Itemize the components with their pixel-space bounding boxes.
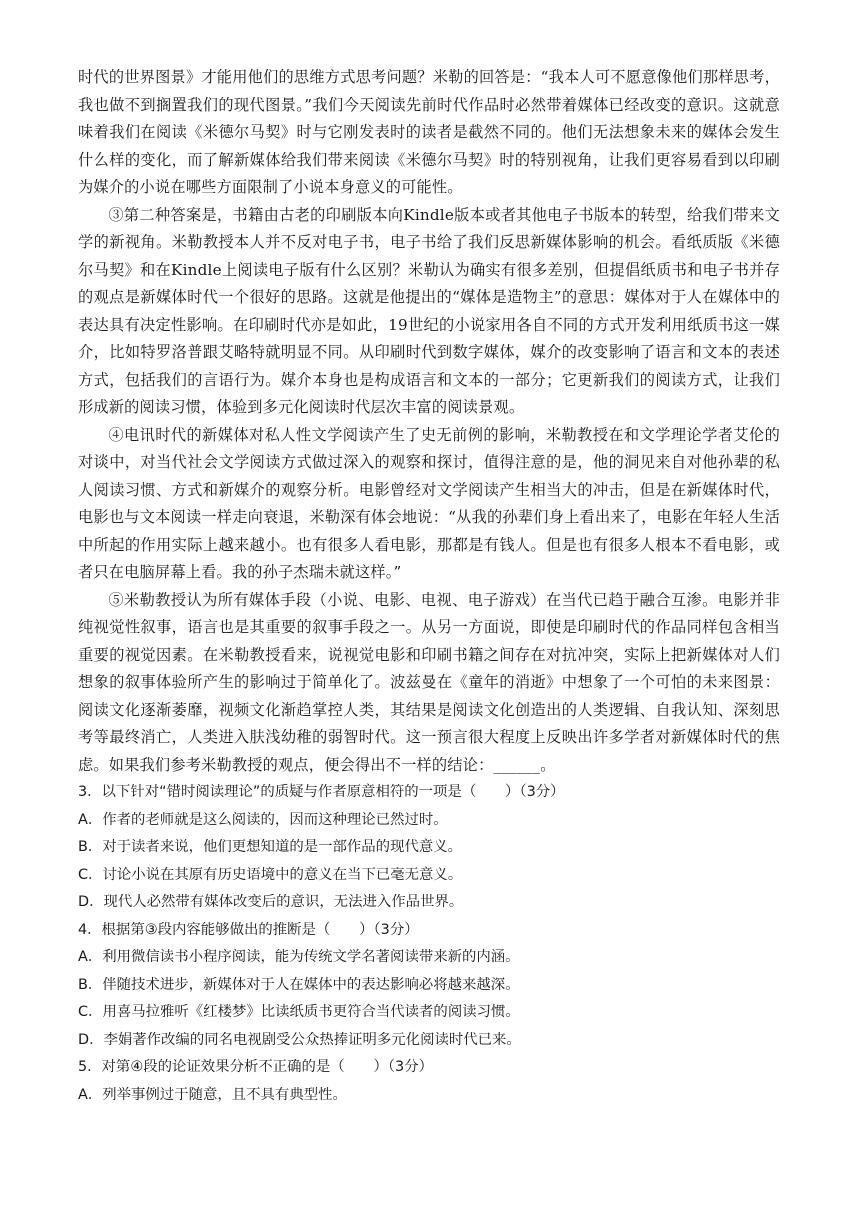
paragraph-5: ⑤米勒教授认为所有媒体手段（小说、电影、电视、电子游戏）在当代已趋于融合互渗。电影并非纯视觉性叙事，语言也是其重要的叙事手段之一。从另一方面说，即使是印刷时代的作品同样包含相当重要的视觉因素。在米勒教授看来，说视觉电影和印刷书籍之间存在对抗冲突，实际上把新媒体对人们想象的叙事体验所产生的影响过于简单化了。波兹曼在《童年的消逝》中想象了一个可怕的未来图景：阅读文化逐渐萎靡，视频文化渐趋掌控人类，其结果是阅读文化创造出的人类逻辑、自我认知、深刻思考等最终消亡，人类进入肤浅幼稚的弱智时代。这一预言很大程度上反映出许多学者对新媒体时代的焦虑。如果我们参考米勒教授的观点，便会得出不一样的结论：______。: [78, 590, 780, 774]
paragraph-3: ③第二种答案是，书籍由古老的印刷版本向Kindle版本或者其他电子书版本的转型，给我们带来文学的新视角。米勒教授本人并不反对电子书，电子书给了我们反思新媒体影响的机会。看纸质版《米德尔马契》和在Kindle上阅读电子版有什么区别？米勒认为确实有很多差别，但提倡纸质书和电子书并存的观点是新媒体时代一个很好的思路。这就是他提出的“媒体是造物主”的意思：媒体对于人在媒体中的表达具有决定性影响。在印刷时代亦是如此，19世纪的小说家用各自不同的方式开发利用纸质书这一媒介，比如特罗洛普跟艾略特就明显不同。从印刷时代到数字媒体，媒介的改变影响了语言和文本的表述方式，包括我们的言语行为。媒介本身也是构成语言和文本的一部分；它更新我们的阅读方式，让我们形成新的阅读习惯，体验到多元化阅读时代层次丰富的阅读景观。: [78, 205, 780, 416]
question-3: [78, 779, 780, 917]
paragraph-continuation: 时代的世界图景》才能用他们的思维方式思考问题？米勒的回答是：“我本人可不愿意像他们那样思考，我也做不到搁置我们的现代图景。”我们今天阅读先前时代作品时必然带着媒体已经改变的意识。这就意味着我们在阅读《米德尔马契》时与它刚发表时的读者是截然不同的。他们无法想象未来的媒体会发生什么样的变化，而了解新媒体给我们带来阅读《米德尔马契》时的特别视角，让我们更容易看到以印刷为媒介的小说在哪些方面限制了小说本身意义的可能性。: [78, 68, 780, 196]
paragraph-4: ④电讯时代的新媒体对私人性文学阅读产生了史无前例的影响，米勒教授在和文学理论学者艾伦的对谈中，对当代社会文学阅读方式做过深入的观察和探讨，值得注意的是，他的洞见来自对他孙辈的私人阅读习惯、方式和新媒介的观察分析。电影曾经对文学阅读产生相当大的冲击，但是在新媒体时代，电影也与文本阅读一样走向衰退，米勒深有体会地说：“从我的孙辈们身上看出来了，电影在年轻人生活中所起的作用实际上越来越小。也有很多人看电影，那都是有钱人。但是也有很多人根本不看电影，或者只在电脑屏幕上看。我的孙子杰瑞未就这样。”: [78, 425, 780, 581]
option-a: A．列举事例过于随意，且不具有典型性。: [78, 1086, 347, 1103]
option-b: B．对于读者来说，他们更想知道的是一部作品的现代意义。: [78, 839, 463, 855]
question-stem: 3．以下针对“错时阅读理论”的质疑与作者原意相符的一项是（ ）（3分）: [78, 784, 565, 800]
question-stem: 5．对第④段的论证效果分析不正确的是（ ）（3分）: [78, 1059, 433, 1075]
question-5: [78, 1054, 780, 1109]
option-a: A．利用微信读书小程序阅读，能为传统文学名著阅读带来新的内涵。: [78, 949, 520, 965]
option-a: A．作者的老师就是这么阅读的，因而这种理论已然过时。: [78, 811, 448, 828]
option-b: B．伴随技术进步，新媒体对于人在媒体中的表达影响必将越来越深。: [78, 976, 520, 993]
option-d: D．李娟著作改编的同名电视剧受公众热捧证明多元化阅读时代已来。: [78, 1031, 521, 1048]
option-c: C．用喜马拉雅听《红楼梦》比读纸质书更符合当代读者的阅读习惯。: [78, 1004, 520, 1020]
option-c: C．讨论小说在其原有历史语境中的意义在当下已毫无意义。: [78, 866, 463, 883]
document-body: [78, 64, 780, 1109]
question-4: [78, 917, 780, 1055]
question-stem: 4．根据第③段内容能够做出的推断是（ ）（3分）: [78, 921, 419, 938]
option-d: D．现代人必然带有媒体改变后的意识，无法进入作品世界。: [78, 894, 464, 910]
